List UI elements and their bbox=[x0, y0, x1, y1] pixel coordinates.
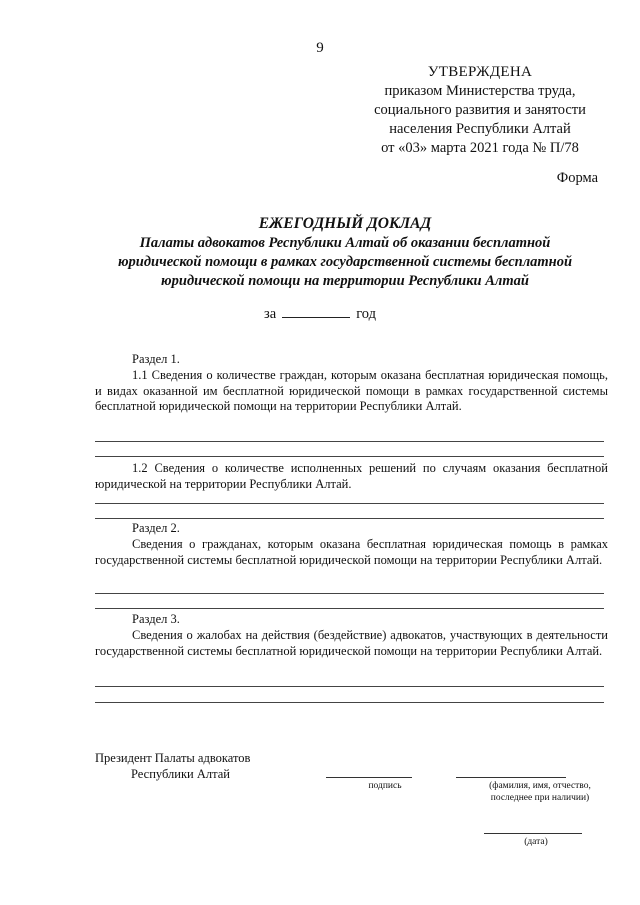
approval-line: населения Республики Алтай bbox=[389, 121, 571, 137]
full-name-caption bbox=[460, 780, 620, 804]
signature-caption: подпись bbox=[368, 781, 402, 791]
answer-line[interactable] bbox=[95, 503, 604, 504]
section-3-text: Сведения о жалобах на действия (бездействие) адвокатов, участвующих в деятельности государственной системы бесплатной юридической помощи на территории Республики Алтай. bbox=[95, 628, 608, 658]
document-title bbox=[60, 214, 630, 291]
date-field[interactable] bbox=[484, 833, 582, 834]
title-subtitle: юридической помощи на территории Республики Алтай bbox=[161, 273, 529, 289]
signatory-title bbox=[95, 750, 250, 782]
section-1-1-text: 1.1 Сведения о количестве граждан, которым оказана бесплатная юридическая помощь, и видах оказанной им бесплатной юридической помощи в рамках государственной системы бесплатной юридической помощи на территории Республики Алтай. bbox=[95, 368, 608, 413]
answer-line[interactable] bbox=[95, 518, 604, 519]
report-period bbox=[0, 306, 640, 323]
caption-line: последнее при наличии) bbox=[490, 793, 590, 803]
answer-line[interactable] bbox=[95, 702, 604, 703]
section-1-heading: Раздел 1. bbox=[132, 352, 180, 366]
answer-line[interactable] bbox=[95, 608, 604, 609]
full-name-field[interactable] bbox=[456, 777, 566, 778]
form-label: Форма bbox=[556, 170, 598, 186]
signatory-line: Республики Алтай bbox=[131, 767, 230, 781]
approval-line: приказом Министерства труда, bbox=[384, 83, 576, 99]
approval-order-line: от «03» марта 2021 года № П/78 bbox=[381, 140, 579, 156]
section-2-text: Сведения о гражданах, которым оказана бесплатная юридическая помощь в рамках государственной системы бесплатной юридической помощи на территории Республики Алтай. bbox=[95, 537, 608, 567]
approval-heading: УТВЕРЖДЕНА bbox=[427, 64, 533, 80]
year-blank-field[interactable] bbox=[282, 306, 350, 318]
answer-line[interactable] bbox=[95, 686, 604, 687]
caption-line: (фамилия, имя, отчество, bbox=[489, 781, 591, 791]
answer-line[interactable] bbox=[95, 441, 604, 442]
date-caption: (дата) bbox=[524, 837, 548, 847]
approval-line: социального развития и занятости bbox=[374, 102, 586, 118]
answer-line[interactable] bbox=[95, 593, 604, 594]
title-subtitle: Палаты адвокатов Республики Алтай об оказании бесплатной bbox=[139, 235, 551, 251]
answer-line[interactable] bbox=[95, 456, 604, 457]
signature-field[interactable] bbox=[326, 777, 412, 778]
period-prefix: за bbox=[264, 306, 277, 322]
period-suffix: год bbox=[356, 306, 376, 322]
title-subtitle: юридической помощи в рамках государственной системы бесплатной bbox=[117, 254, 573, 270]
title-main: ЕЖЕГОДНЫЙ ДОКЛАД bbox=[258, 215, 432, 232]
section-3-heading: Раздел 3. bbox=[132, 612, 180, 626]
page-number: 9 bbox=[316, 40, 324, 56]
signatory-line: Президент Палаты адвокатов bbox=[95, 751, 251, 765]
section-1-2-text: 1.2 Сведения о количестве исполненных решений по случаям оказания бесплатной юридической на территории Республики Алтай. bbox=[95, 461, 608, 491]
section-2-heading: Раздел 2. bbox=[132, 521, 180, 535]
approval-stamp bbox=[330, 63, 630, 158]
